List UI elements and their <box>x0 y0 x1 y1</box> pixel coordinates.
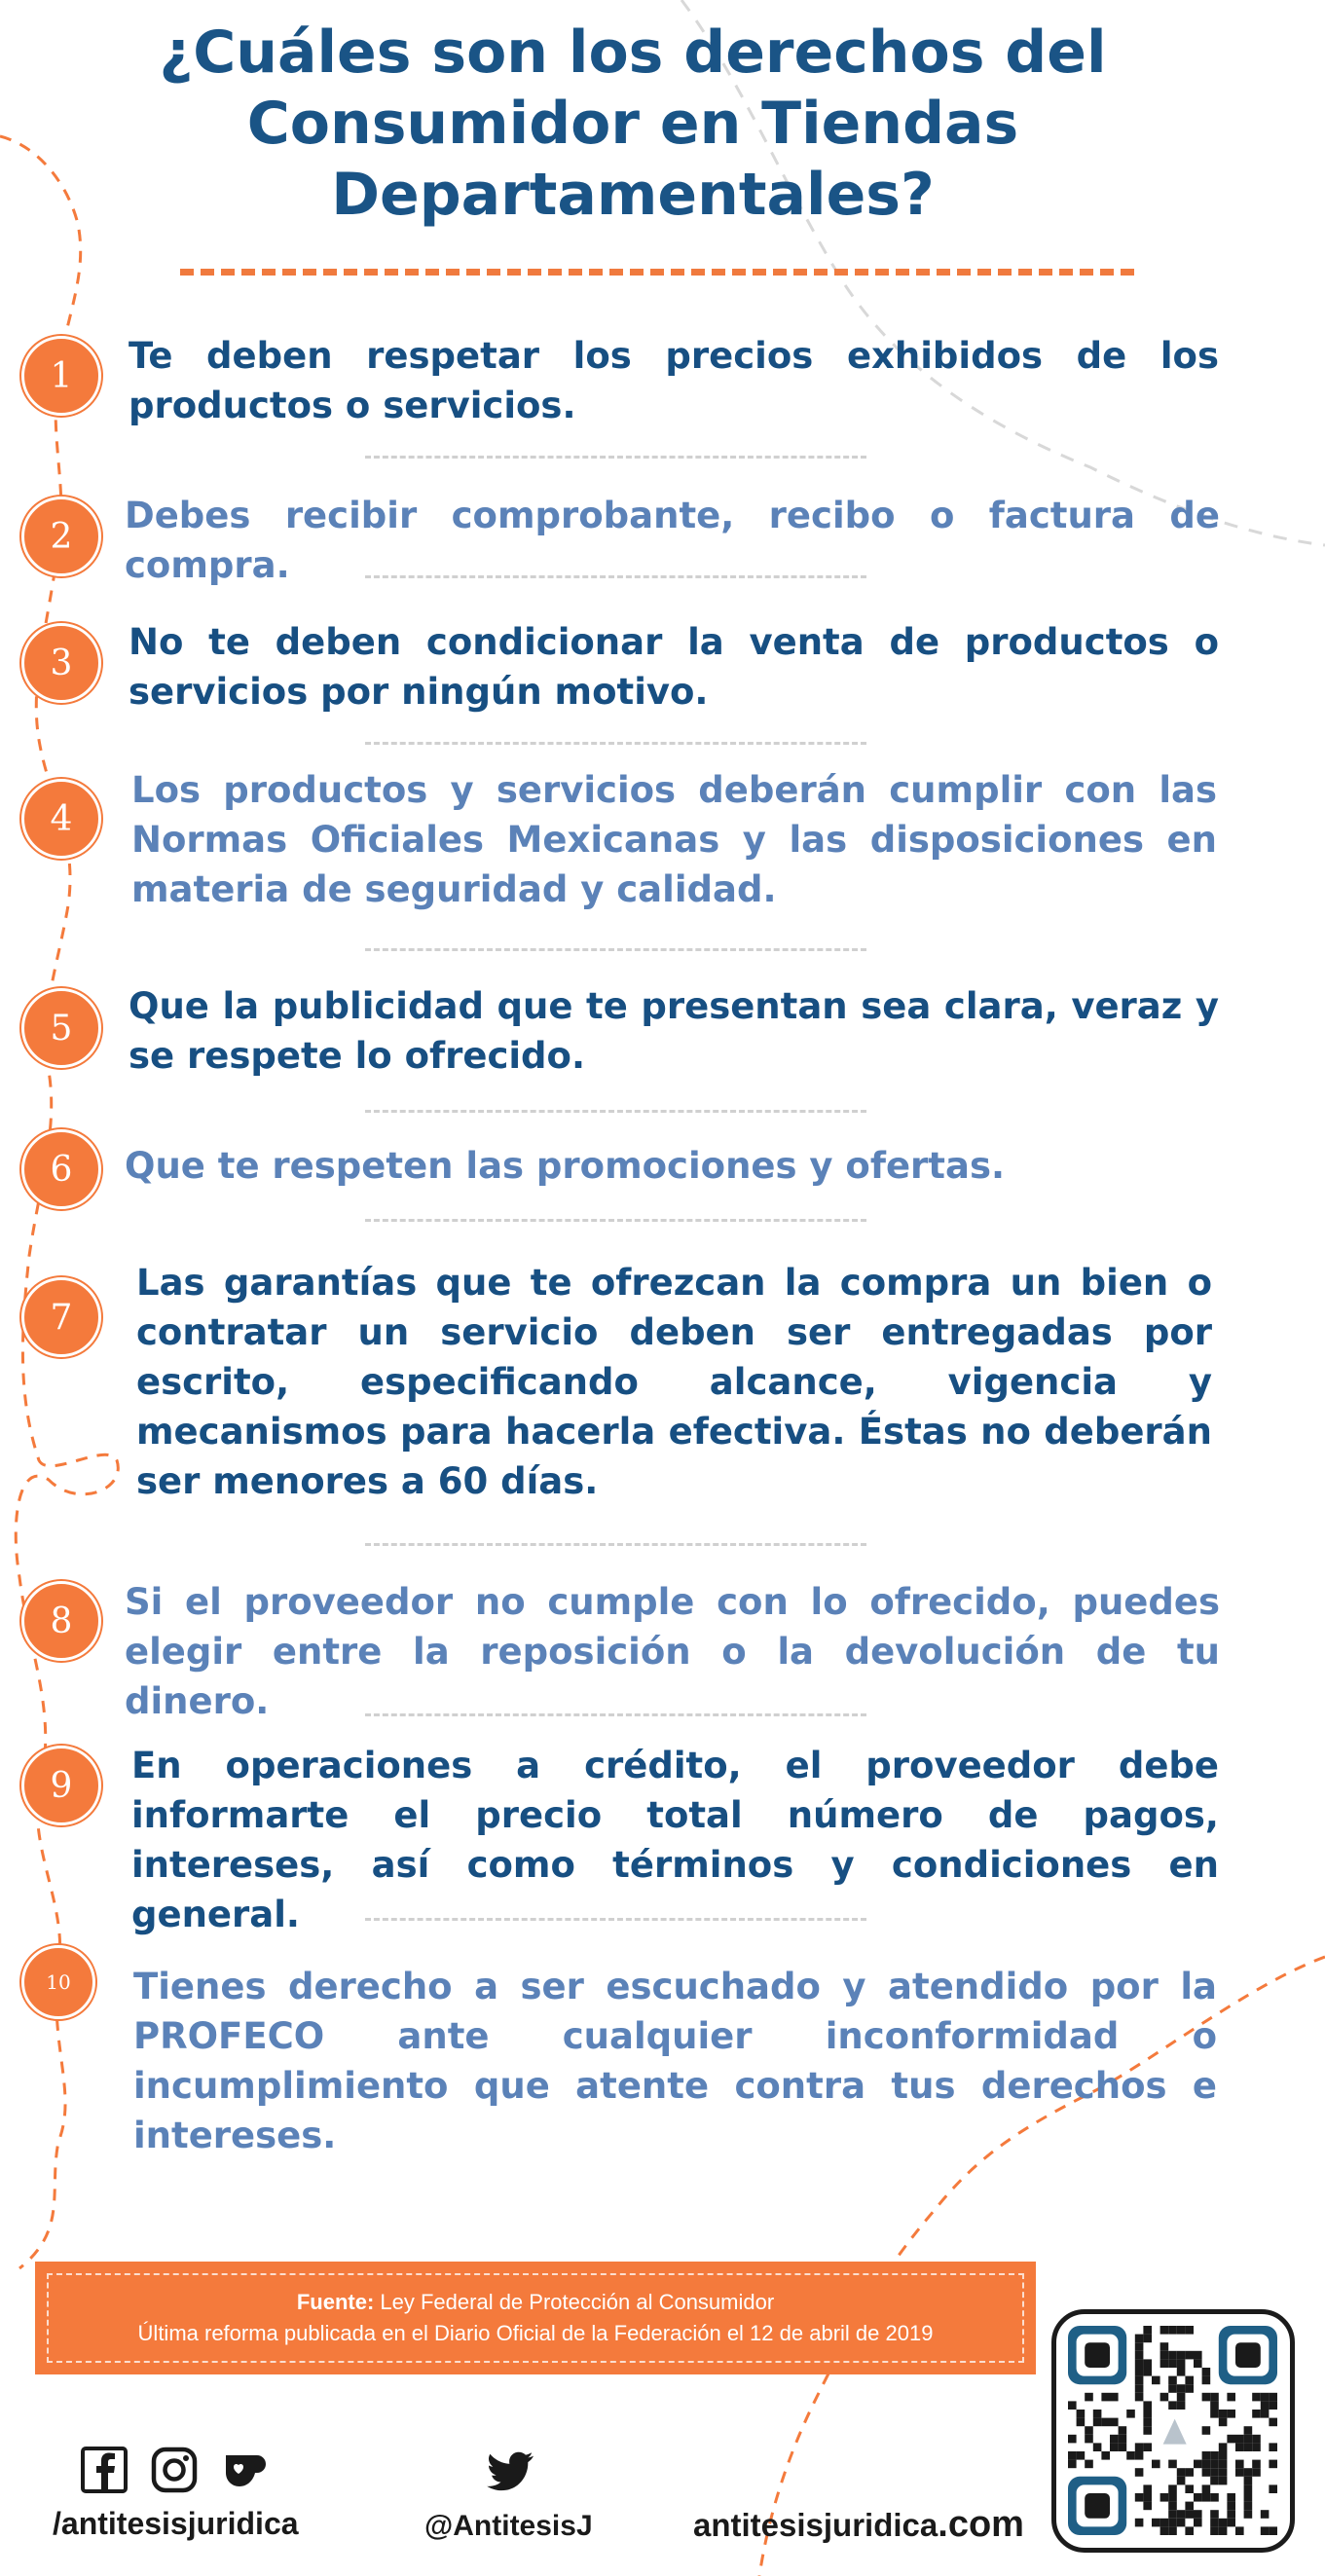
item-text: Tienes derecho a ser escuchado y atendido por la PROFECO ante cualquier inconformidad o incumplimiento que atente contra tus derechos e intereses. <box>133 1966 1217 2156</box>
item-number-badge: 10 <box>21 1945 95 2019</box>
item-separator <box>365 948 866 951</box>
page-title: ¿Cuáles son los derechos del Consumidor en Tiendas Departamentales? <box>159 18 1107 230</box>
item-number-badge: 7 <box>21 1277 101 1357</box>
source-reform: Última reforma publicada en el Diario Oficial de la Federación el 12 de abril de 2019 <box>137 2321 934 2345</box>
website-name: antitesisjuridica <box>693 2507 939 2543</box>
item-separator <box>365 1713 866 1716</box>
item-text: Los productos y servicios deberán cumplir con las Normas Oficiales Mexicanas y las disposiciones en materia de seguridad y calidad. <box>131 769 1217 910</box>
source-law-line <box>297 2287 774 2318</box>
facebook-icon[interactable] <box>80 2446 129 2494</box>
item-number-badge: 1 <box>21 336 101 416</box>
item-text: Debes recibir comprobante, recibo o factura de compra. <box>125 495 1220 586</box>
item-number-badge: 4 <box>21 779 101 859</box>
source-label: Fuente: <box>296 2290 375 2314</box>
patreon-icon[interactable] <box>220 2446 269 2494</box>
item-separator <box>365 1110 866 1113</box>
item-number-badge: 5 <box>21 988 101 1068</box>
item-text: Que la publicidad que te presentan sea clara, veraz y se respete lo ofrecido. <box>129 985 1219 1077</box>
item-text: En operaciones a crédito, el proveedor debe informarte el precio total número de pagos, intereses, así como términos y condiciones en general. <box>131 1745 1219 1935</box>
item-separator <box>365 1219 866 1222</box>
title-underline <box>180 269 1134 276</box>
item-separator <box>365 1543 866 1546</box>
item-number-badge: 3 <box>21 623 101 703</box>
item-text: Las garantías que te ofrezcan la compra un bien o contratar un servicio deben ser entregadas por escrito, especificando alcance, vigencia y mecanismos para hacerla efectiva. Éstas no deberán ser menores a 60 días. <box>136 1262 1212 1502</box>
qr-code-graphic <box>1056 2314 1290 2548</box>
item-number-badge: 9 <box>21 1746 101 1825</box>
item-text: Te deben respetar los precios exhibidos de los productos o servicios. <box>129 335 1219 426</box>
item-separator <box>365 1918 866 1921</box>
item-number-badge: 8 <box>21 1581 101 1661</box>
item-number-badge: 6 <box>21 1129 101 1209</box>
qr-code[interactable] <box>1051 2309 1295 2553</box>
twitter-handle[interactable]: @AntitesisJ <box>424 2510 593 2542</box>
source-law: Ley Federal de Protección al Consumidor <box>380 2290 775 2314</box>
item-separator <box>365 575 866 578</box>
website-tld: .com <box>938 2504 1024 2545</box>
source-box <box>35 2262 1036 2374</box>
twitter-icon[interactable] <box>485 2447 539 2494</box>
website-link[interactable] <box>693 2504 1024 2546</box>
instagram-icon[interactable] <box>150 2446 199 2494</box>
item-text: Que te respeten las promociones y ofertas. <box>125 1145 1006 1187</box>
item-separator <box>365 456 866 459</box>
item-text: Si el proveedor no cumple con lo ofrecido, puedes elegir entre la reposición o la devolución de tu dinero. <box>125 1581 1220 1722</box>
social-handle[interactable]: /antitesisjuridica <box>53 2506 299 2541</box>
item-text: No te deben condicionar la venta de productos o servicios por ningún motivo. <box>129 621 1219 713</box>
item-separator <box>365 742 866 745</box>
item-number-badge: 2 <box>21 497 101 576</box>
social-icons-group <box>80 2446 269 2494</box>
